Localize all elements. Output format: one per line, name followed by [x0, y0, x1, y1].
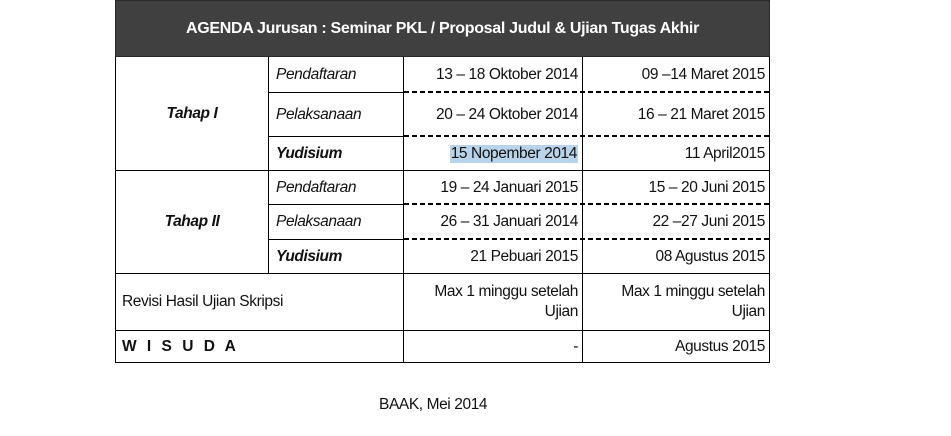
date-cell: 08 Agustus 2015: [655, 247, 765, 265]
date-cell: 13 – 18 Oktober 2014: [436, 66, 578, 83]
revisi-col2-line1: Max 1 minggu setelah: [621, 283, 765, 300]
selected-text[interactable]: 15 Nopember 2014: [450, 144, 577, 162]
wisuda-label: W I S U D A: [122, 337, 239, 355]
date-cell: 26 – 31 Januari 2014: [440, 213, 578, 230]
stage-label: Tahap I: [166, 105, 218, 122]
wisuda-col1: -: [573, 337, 578, 355]
footer-note: BAAK, Mei 2014: [379, 396, 488, 413]
revisi-col1: [404, 274, 578, 330]
date-cell: 21 Pebuari 2015: [470, 247, 578, 265]
date-cell: 22 –27 Juni 2015: [652, 213, 765, 230]
agenda-table: [115, 0, 770, 363]
row-label: Pendaftaran: [276, 178, 357, 196]
date-cell: 20 – 24 Oktober 2014: [436, 105, 578, 123]
date-cell-selected[interactable]: [404, 137, 578, 170]
date-cell: 15 – 20 Juni 2015: [648, 178, 765, 196]
revisi-col2-line2: Ujian: [731, 303, 765, 320]
date-cell: 09 –14 Maret 2015: [641, 66, 765, 83]
revisi-col1-line2: Ujian: [544, 303, 578, 320]
stage-label: Tahap II: [164, 213, 220, 230]
date-cell: 16 – 21 Maret 2015: [637, 105, 765, 123]
row-divider-wisuda-bottom: [115, 362, 770, 363]
revisi-label: Revisi Hasil Ujian Skripsi: [122, 293, 284, 310]
row-label: Pelaksanaan: [276, 105, 362, 123]
row-label: Pendaftaran: [276, 66, 357, 83]
table-border-right: [769, 57, 770, 363]
revisi-col2: [583, 274, 765, 330]
row-label: Yudisium: [276, 144, 342, 162]
row-label: Pelaksanaan: [276, 213, 362, 230]
wisuda-col2: Agustus 2015: [675, 337, 765, 355]
table-title: AGENDA Jurusan : Seminar PKL / Proposal Judul & Ujian Tugas Akhir: [115, 0, 770, 57]
date-cell: 19 – 24 Januari 2015: [440, 178, 578, 196]
stage-column-divider: [268, 57, 269, 273]
row-label: Yudisium: [276, 247, 342, 265]
revisi-col1-line1: Max 1 minggu setelah: [434, 283, 578, 300]
date-cell: 11 April2015: [684, 144, 765, 162]
